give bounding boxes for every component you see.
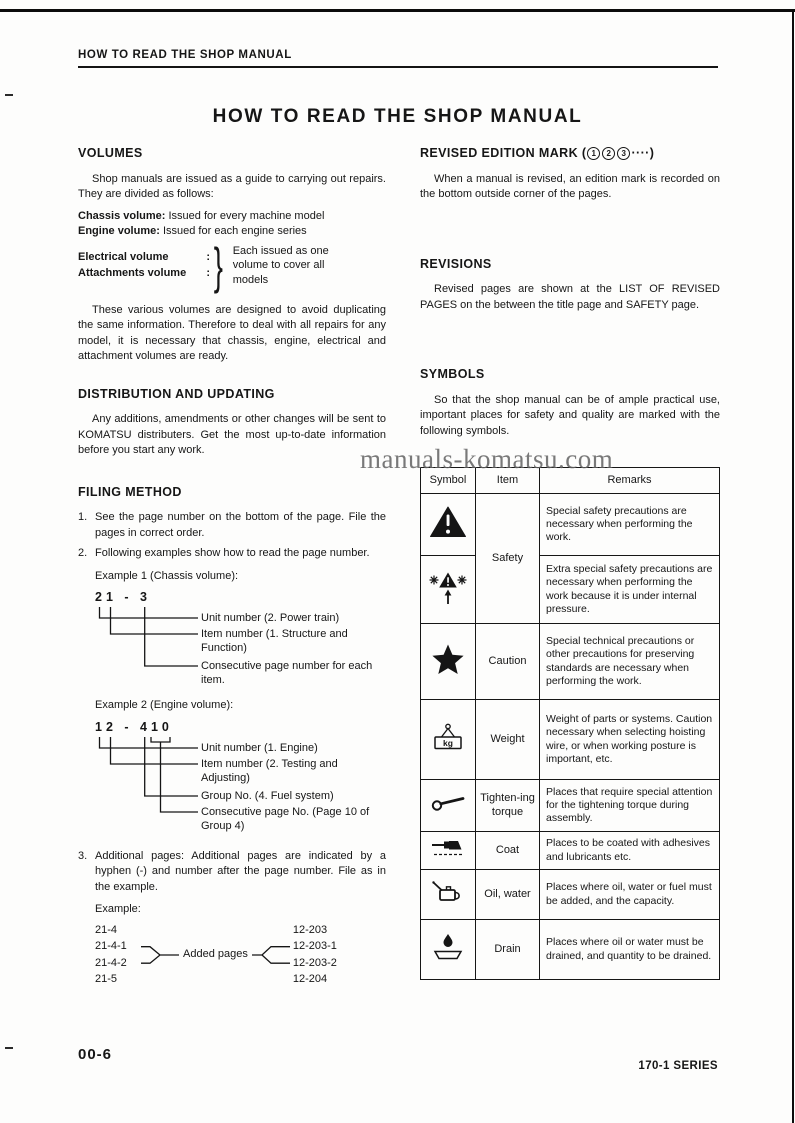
filing-item-2-text: Following examples show how to read the page number. [95, 547, 370, 559]
remarks-cell: Special safety precautions are necessary when performing the work. [540, 494, 720, 556]
remarks-cell: Places that require special attention for the tightening torque during assembly. [540, 780, 720, 832]
page-number: 12-203 [292, 923, 328, 936]
example2-label-unit: Unit number (1. Engine) [201, 741, 318, 754]
distribution-body: Any additions, amendments or other changes will be sent to KOMATSU distributers. Get the most up-to-date information before you start any work. [78, 413, 386, 456]
electrical-attachments-block [78, 237, 386, 294]
chassis-volume-line [78, 209, 386, 225]
table-row-safety-pressure [421, 556, 720, 624]
example1-connector-lines [96, 607, 200, 671]
table-row-tightening-torque [421, 780, 720, 832]
symbol-cell [421, 870, 476, 920]
filing-item-3 [78, 849, 386, 988]
page-number: 21-5 [95, 973, 118, 985]
caution-star-icon [431, 643, 465, 675]
page-number: 21-4-2 [95, 956, 127, 969]
internal-pressure-warning-icon [428, 567, 468, 607]
filing-heading: FILING METHOD [78, 484, 182, 499]
heading-text: REVISED EDITION MARK ( [420, 146, 587, 160]
added-pages-right-bracket [250, 922, 290, 988]
example3-title: Example: [95, 903, 141, 915]
watermark: manuals-komatsu.com [360, 444, 614, 474]
scan-edge-top [0, 9, 795, 12]
engine-volume-text: Issued for each engine series [162, 225, 307, 237]
column-header-symbol: Symbol [421, 468, 476, 494]
attachments-volume-label: Attachments volume [78, 266, 187, 279]
symbol-cell [421, 556, 476, 624]
example2-title: Example 2 (Engine volume): [95, 699, 234, 711]
page-number: 12-204 [292, 973, 328, 985]
item-cell-oil-water: Oil, water [476, 870, 540, 920]
drain-icon [430, 933, 466, 960]
remarks-cell: Special technical precautions or other precautions for preserving standards are necessary when performing the work. [540, 624, 720, 700]
example2-label-page: Consecutive page No. (Page 10 of Group 4) [201, 805, 370, 832]
example2-label-group: Group No. (4. Fuel system) [201, 789, 334, 802]
table-row-drain [421, 920, 720, 980]
electrical-volume-line [78, 250, 210, 266]
chassis-volume-label: Chassis volume: [78, 209, 166, 222]
item-cell-coat: Coat [476, 832, 540, 870]
symbol-table [420, 467, 720, 980]
example1-diagram [95, 590, 386, 690]
attachments-volume-line [78, 266, 210, 282]
filing-item-1 [78, 510, 386, 541]
circled-3-icon: 3 [617, 147, 630, 160]
filing-item-3-text: Additional pages: Additional pages are indicated by a hyphen (-) and number after the page number. File as in the example. [95, 849, 386, 893]
header-rule [78, 66, 718, 68]
added-pages-label: Added pages [183, 947, 248, 960]
remarks-cell: Places to be coated with adhesives and lubricants etc. [540, 832, 720, 870]
example2-connector-lines [96, 737, 200, 817]
heading-text: ····) [631, 146, 655, 160]
remarks-cell: Extra special safety precautions are necessary when performing the work because it is under internal pressure. [540, 556, 720, 624]
item-cell-torque: Tighten-ing torque [476, 780, 540, 832]
example2-label-item: Item number (2. Testing and Adjusting) [201, 757, 338, 784]
column-header-remarks: Remarks [540, 468, 720, 494]
volumes-intro: Shop manuals are issued as a guide to carrying out repairs. They are divided as follows: [78, 172, 386, 200]
oil-can-icon [430, 880, 466, 904]
chassis-volume-text: Issued for every machine model [168, 209, 325, 222]
example1-label-item: Item number (1. Structure and Function) [201, 628, 348, 654]
right-page-list [293, 922, 349, 988]
symbol-cell [421, 700, 476, 780]
table-row-safety [421, 494, 720, 556]
remarks-cell: Weight of parts or systems. Caution necessary when selecting hoisting wire, or when working posture is important, etc. [540, 700, 720, 780]
torque-wrench-icon [430, 793, 466, 813]
remarks-cell: Places where oil, water or fuel must be added, and the capacity. [540, 870, 720, 920]
electrical-attachments-labels [78, 250, 210, 281]
table-row-oil-water [421, 870, 720, 920]
symbols-heading: SYMBOLS [420, 367, 485, 381]
page-number: 21-4-1 [95, 940, 127, 952]
added-pages-left-bracket [141, 922, 181, 988]
item-cell-safety: Safety [476, 494, 540, 624]
running-header: HOW TO READ THE SHOP MANUAL [78, 49, 292, 61]
circled-2-icon: 2 [602, 147, 615, 160]
item-cell-drain: Drain [476, 920, 540, 980]
symbols-body: So that the shop manual can be of ample practical use, important places for safety and quality are marked with the following symbols. [420, 393, 720, 437]
page-number: 21-4 [95, 923, 118, 936]
list-number: 3. [78, 849, 88, 862]
symbol-cell [421, 920, 476, 980]
registration-mark [5, 1047, 13, 1049]
remarks-cell: Places where oil or water must be drained, and quantity to be drained. [540, 920, 720, 980]
volumes-body: These various volumes are designed to avoid duplicating the same information. Therefore to deal with all repairs for any model, it is necessary that chassis, engine, electrical and attachment volumes are ready. [78, 303, 386, 362]
revised-edition-mark-heading [420, 146, 720, 162]
item-cell-weight: Weight [476, 700, 540, 780]
coat-brush-icon [430, 838, 466, 857]
table-row-weight [421, 700, 720, 780]
series-footer: 170-1 SERIES [638, 1060, 718, 1072]
revisions-heading: REVISIONS [420, 256, 492, 271]
list-number: 1. [78, 511, 88, 523]
example1-label-unit: Unit number (2. Power train) [201, 612, 340, 624]
kg-label: kg [443, 738, 453, 749]
volumes-heading: VOLUMES [78, 146, 143, 160]
added-pages-diagram [95, 922, 386, 988]
symbol-cell [421, 832, 476, 870]
registration-mark [5, 94, 13, 96]
left-page-list [95, 922, 141, 988]
example1-title: Example 1 (Chassis volume): [95, 569, 239, 582]
circled-1-icon: 1 [587, 147, 600, 160]
example2-page-number: 12 - 410 [95, 719, 173, 734]
symbol-cell [421, 624, 476, 700]
scan-edge-right [792, 9, 794, 1123]
example1-page-number: 21 - 3 [95, 590, 151, 604]
colon: : [206, 251, 210, 263]
filing-item-1-text: See the page number on the bottom of the page. File the pages in correct order. [95, 511, 386, 539]
brace-glyph: } [213, 237, 223, 294]
column-header-item: Item [476, 468, 540, 494]
electrical-volume-label: Electrical volume [78, 251, 169, 263]
safety-warning-icon [429, 506, 467, 538]
colon: : [206, 266, 210, 279]
page-number-footer: 00-6 [78, 1046, 113, 1063]
example1-label-page: Consecutive page number for each item. [201, 660, 373, 686]
item-cell-caution: Caution [476, 624, 540, 700]
symbol-cell [421, 780, 476, 832]
example2-diagram [95, 720, 386, 836]
page-number: 12-203-1 [292, 940, 337, 952]
page-title: HOW TO READ THE SHOP MANUAL [212, 106, 583, 127]
symbol-cell [421, 494, 476, 556]
page-number: 12-203-2 [292, 956, 337, 969]
filing-item-2 [78, 546, 386, 844]
right-column [420, 146, 720, 980]
list-number: 2. [78, 547, 88, 559]
engine-volume-label: Engine volume: [78, 225, 160, 237]
volumes-brace-note: Each issued as one volume to cover all models [232, 244, 329, 286]
distribution-heading: DISTRIBUTION AND UPDATING [78, 386, 275, 401]
revisions-body: Revised pages are shown at the LIST OF REVISED PAGES on the between the title page and SAFETY page. [420, 283, 720, 311]
table-row-caution [421, 624, 720, 700]
revised-edition-mark-body: When a manual is revised, an edition mark is recorded on the bottom outside corner of the pages. [420, 172, 720, 200]
table-row-coat [421, 832, 720, 870]
weight-icon [429, 722, 467, 751]
engine-volume-line [78, 224, 386, 240]
left-column [78, 146, 386, 993]
